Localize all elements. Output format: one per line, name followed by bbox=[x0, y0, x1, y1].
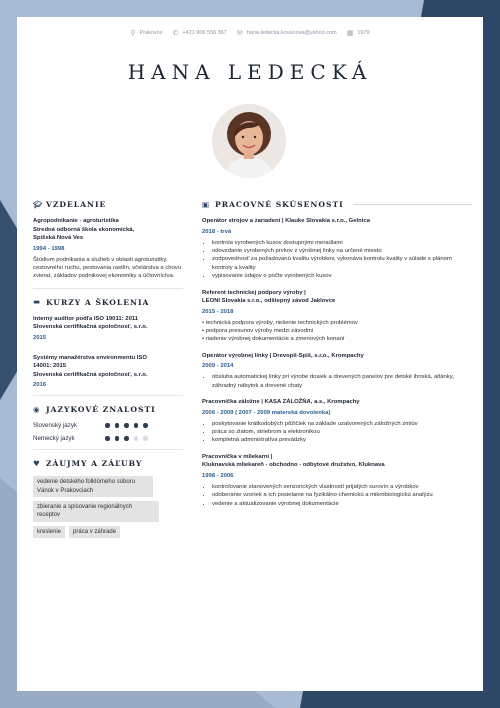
duty-item: • poskytovanie krátkodobých pôžičiek na základe uzatvorených záložných zmlúv bbox=[212, 420, 472, 428]
course-date: 2016 bbox=[33, 382, 47, 389]
calendar-icon: ▦ bbox=[346, 30, 354, 37]
book-icon: ▬ bbox=[33, 297, 42, 307]
language-row: Nemecký jazyk bbox=[33, 435, 183, 442]
job-title: Referent technickej podpory výroby | LEONI Slovakia s.r.o., odštepný závod Jaklovce bbox=[202, 289, 336, 305]
job-entry bbox=[202, 352, 472, 390]
right-column bbox=[202, 200, 472, 516]
duty-item: • riadenie výrobnej dokumentácie a zmenových konaní bbox=[202, 335, 472, 343]
education-date: 1994 - 1998 bbox=[33, 245, 65, 252]
duty-item: • podpora presunov výroby medzi závodmi bbox=[202, 327, 472, 335]
interest-tags bbox=[33, 476, 183, 538]
language-row: Slovenský jazyk bbox=[33, 422, 183, 429]
education-section bbox=[33, 200, 183, 281]
interest-tag: vedenie detského folklórneho súboru Vánok v Prakovciach bbox=[33, 476, 153, 497]
job-entry bbox=[202, 289, 472, 344]
job-date: 2006 - 2009 ( 2007 - 2009 materská dovolenka) bbox=[202, 409, 331, 416]
job-title: Operátor strojov a zariadení | Klauke Slovakia s.r.o., Gelnica bbox=[202, 218, 370, 224]
section-heading: 🎓︎ VZDELANIE bbox=[33, 199, 107, 209]
duty-item: • technická podpora výroby, riešenie technických problémov bbox=[202, 319, 472, 327]
duty-item: • vedenie a aktualizovanie výrobnej dokumentácie bbox=[212, 500, 472, 508]
left-column bbox=[33, 200, 183, 538]
divider bbox=[33, 288, 183, 289]
section-heading: ▣ PRACOVNÉ SKÚSENOSTI bbox=[202, 200, 472, 209]
job-entry bbox=[202, 453, 472, 508]
divider bbox=[33, 449, 183, 450]
job-duties bbox=[202, 373, 472, 390]
courses-section bbox=[33, 298, 183, 389]
job-date: 2018 - trvá bbox=[202, 228, 232, 235]
duty-item: • zodpovednosť za požadovanú kvalitu výrobkov, vykonáva kontrolu kvality v súlade s plánom kontroly a kvality bbox=[212, 255, 472, 272]
contact-birth-year: ▦ 1979 bbox=[346, 30, 370, 37]
duty-item: • kontrolovanie stanovených senzorických vlastností prijatých surovín a výrobkov bbox=[212, 483, 472, 491]
job-title: Pracovníčka záložne | KASA ZÁLOŽŇA, a.s., Krompachy bbox=[202, 399, 360, 406]
job-duties bbox=[202, 239, 472, 281]
job-entry bbox=[202, 217, 472, 281]
job-duties bbox=[202, 319, 472, 344]
resume-page bbox=[17, 17, 483, 691]
globe-icon: ◉ bbox=[33, 404, 41, 414]
phone-icon: ✆ bbox=[172, 30, 179, 37]
section-heading: ♥ ZÁUJMY A ZÁĽUBY bbox=[33, 458, 143, 469]
job-duties bbox=[202, 483, 472, 508]
level-dot bbox=[143, 423, 148, 428]
heading-rule bbox=[353, 204, 472, 205]
contact-bar bbox=[17, 29, 483, 37]
interest-tag: zbieranie a spisovanie regionálnych receptov bbox=[33, 501, 159, 522]
graduation-cap-icon: 🎓︎ bbox=[33, 199, 44, 209]
heart-icon: ♥ bbox=[33, 458, 41, 468]
divider bbox=[33, 395, 183, 396]
level-dot bbox=[143, 436, 148, 441]
duty-item: • kontrola vyrobených kusov dostupnými meradlami bbox=[212, 239, 472, 247]
envelope-icon: ✉ bbox=[236, 30, 243, 37]
level-dot bbox=[105, 436, 110, 441]
briefcase-icon: ▣ bbox=[202, 199, 211, 209]
job-entry bbox=[202, 398, 472, 445]
section-heading: ▬ KURZY A ŠKOLENIA bbox=[33, 297, 150, 307]
contact-location: ⚲ Prakovce bbox=[130, 30, 163, 37]
duty-item: • odoberanie vzoriek a ich posielanie na fyzikálno-chemickú a mikrobiologickú analýzu bbox=[212, 491, 472, 499]
interests-section bbox=[33, 459, 183, 538]
language-level-dots bbox=[105, 436, 148, 441]
interest-tag: práca v záhrade bbox=[69, 526, 120, 538]
level-dot bbox=[134, 436, 139, 441]
portrait-illustration bbox=[212, 104, 286, 178]
duty-item: • kompletná administratíva prevádzky bbox=[212, 436, 472, 444]
duty-item: • práca so zlatom, striebrom a elektronikou bbox=[212, 428, 472, 436]
person-name: HANA LEDECKÁ bbox=[127, 60, 373, 84]
level-dot bbox=[134, 423, 139, 428]
languages-section bbox=[33, 405, 183, 442]
job-date: 1998 - 2006 bbox=[202, 472, 234, 479]
job-title: Pracovníčka v mliekarni | Kluknavská mliekareň - obchodno - odbytové družstvo, Kluknava bbox=[202, 453, 385, 469]
level-dot bbox=[105, 423, 110, 428]
level-dot bbox=[115, 423, 120, 428]
interest-tag: kreslenie bbox=[33, 526, 65, 538]
job-date: 2009 - 2014 bbox=[202, 363, 234, 370]
duty-item: • obsluha automatickej linky pri výrobe dosiek a drevených panelov pre detské ihriská, altánky, záhradný nábytok a drevené chaty bbox=[212, 373, 472, 390]
education-school: Agropodnikanie - agroturistika Stredná odborná škola ekonomická, Spišská Nová Ves bbox=[33, 218, 135, 241]
level-dot bbox=[124, 436, 129, 441]
job-date: 2015 - 2018 bbox=[202, 308, 234, 315]
contact-email[interactable]: ✉ hana.ledecka.kovacova@yahoo.com bbox=[236, 30, 337, 37]
course-item: Interný auditor podľa ISO 19011: 2011 Slovenská certifikačná spoločnosť, s.r.o. bbox=[33, 315, 148, 331]
course-item: Systémy manažérstva environmentu ISO 14001: 2015 Slovenská certifikačná spoločnosť, s.r.o. bbox=[33, 354, 148, 378]
duty-item: • vypisovanie údajov o počte vyrobených kusov bbox=[212, 272, 472, 280]
section-heading: ◉ JAZYKOVÉ ZNALOSTI bbox=[33, 404, 156, 415]
duty-item: • odovzdanie vyrobených prvkov z výrobnej linky na určené miesto bbox=[212, 247, 472, 255]
language-level-dots bbox=[105, 423, 148, 428]
job-duties bbox=[202, 420, 472, 445]
course-date: 2015 bbox=[33, 334, 47, 341]
level-dot bbox=[124, 423, 129, 428]
job-title: Operátor výrobnej linky | Drevopil-Spiš, s.r.o., Krompachy bbox=[202, 352, 364, 359]
education-description: Štúdium podnikania a služieb v oblasti agroturistiky, cestovného ruchu, pestovania rastlín, včelárstva a chovu zvierat, základov podnikovej ekonomiky a účtovníctva. bbox=[33, 256, 182, 280]
profile-photo bbox=[212, 104, 286, 178]
contact-phone[interactable]: ✆ +421 906 556 367 bbox=[172, 30, 227, 37]
experience-list bbox=[202, 217, 472, 508]
location-pin-icon: ⚲ bbox=[130, 30, 136, 37]
level-dot bbox=[115, 436, 120, 441]
